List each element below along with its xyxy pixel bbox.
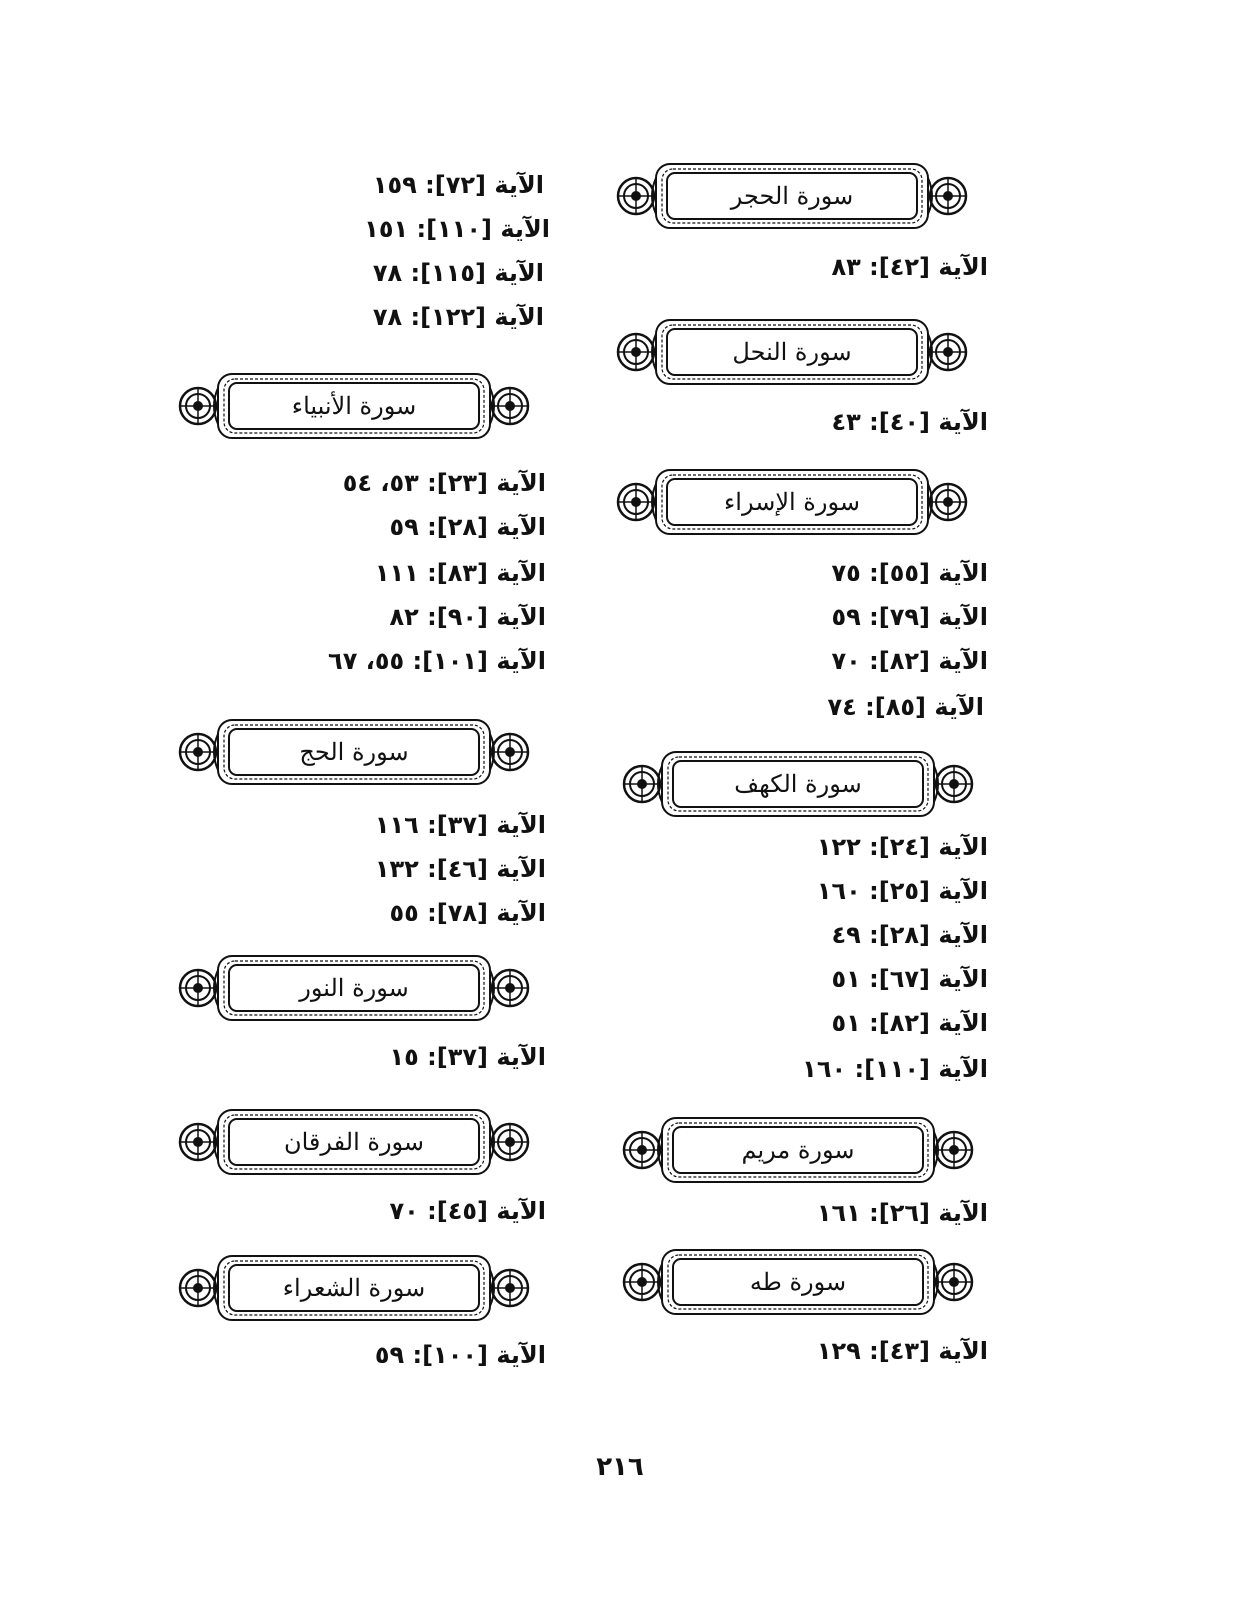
surah-title: سورة الأنبياء bbox=[291, 392, 417, 420]
verse-ref: الآية [٧٢]: ١٥٩ bbox=[372, 171, 544, 199]
verse-ref: الآية [٤٢]: ٨٣ bbox=[831, 253, 988, 281]
verse-ref: الآية [٢٦]: ١٦١ bbox=[816, 1199, 988, 1227]
surah-header-shuara bbox=[174, 1250, 534, 1326]
verse-ref: الآية [٨٢]: ٥١ bbox=[831, 1009, 988, 1037]
surah-header-kahf bbox=[618, 746, 978, 822]
surah-header-furqan bbox=[174, 1104, 534, 1180]
verse-ref: الآية [١٢٢]: ٧٨ bbox=[372, 303, 544, 331]
verse-ref: الآية [٢٨]: ٥٩ bbox=[389, 513, 546, 541]
verse-ref: الآية [٧٨]: ٥٥ bbox=[389, 899, 546, 927]
page-number: ٢١٦ bbox=[596, 1452, 644, 1482]
verse-ref: الآية [٧٩]: ٥٩ bbox=[831, 603, 988, 631]
verse-ref: الآية [٣٧]: ١١٦ bbox=[374, 811, 546, 839]
surah-title: سورة الإسراء bbox=[724, 488, 860, 516]
verse-ref: الآية [٩٠]: ٨٢ bbox=[389, 603, 546, 631]
surah-title: سورة النحل bbox=[732, 338, 852, 366]
surah-header-maryam bbox=[618, 1112, 978, 1188]
surah-title: سورة مريم bbox=[741, 1136, 855, 1164]
verse-ref: الآية [٨٢]: ٧٠ bbox=[831, 647, 988, 675]
surah-header-nahl bbox=[612, 314, 972, 390]
surah-title: سورة الكهف bbox=[734, 770, 862, 798]
verse-ref: الآية [٨٥]: ٧٤ bbox=[827, 693, 984, 721]
verse-ref: الآية [١١٥]: ٧٨ bbox=[372, 259, 544, 287]
verse-ref: الآية [٤٥]: ٧٠ bbox=[389, 1197, 546, 1225]
verse-ref: الآية [٢٨]: ٤٩ bbox=[831, 921, 988, 949]
surah-header-hajj bbox=[174, 714, 534, 790]
verse-ref: الآية [٤٦]: ١٣٢ bbox=[374, 855, 546, 883]
surah-title: سورة الفرقان bbox=[283, 1128, 425, 1156]
surah-header-isra bbox=[612, 464, 972, 540]
verse-ref: الآية [٢٤]: ١٢٢ bbox=[816, 833, 988, 861]
verse-ref: الآية [٥٥]: ٧٥ bbox=[831, 559, 988, 587]
verse-ref: الآية [١٠٠]: ٥٩ bbox=[374, 1341, 546, 1369]
surah-title: سورة الحجر bbox=[730, 182, 854, 210]
verse-ref: الآية [٢٥]: ١٦٠ bbox=[816, 877, 988, 905]
verse-ref: الآية [٤٣]: ١٢٩ bbox=[816, 1337, 988, 1365]
verse-ref: الآية [٢٣]: ٥٣، ٥٤ bbox=[342, 469, 546, 497]
surah-header-hijr bbox=[612, 158, 972, 234]
verse-ref: الآية [١١٠]: ١٦٠ bbox=[802, 1055, 988, 1083]
verse-ref: الآية [١٠١]: ٥٥، ٦٧ bbox=[328, 647, 546, 675]
verse-ref: الآية [١١٠]: ١٥١ bbox=[364, 215, 550, 243]
verse-ref: الآية [٣٧]: ١٥ bbox=[389, 1043, 546, 1071]
verse-ref: الآية [٦٧]: ٥١ bbox=[831, 965, 988, 993]
verse-ref: الآية [٨٣]: ١١١ bbox=[374, 559, 546, 587]
verse-ref: الآية [٤٠]: ٤٣ bbox=[831, 408, 988, 436]
surah-title: سورة الحج bbox=[299, 738, 409, 766]
surah-title: سورة النور bbox=[299, 974, 409, 1002]
surah-title: سورة الشعراء bbox=[282, 1274, 426, 1302]
surah-header-nur bbox=[174, 950, 534, 1026]
surah-header-taha bbox=[618, 1244, 978, 1320]
surah-header-anbiya bbox=[174, 368, 534, 444]
surah-title: سورة طه bbox=[749, 1268, 847, 1296]
